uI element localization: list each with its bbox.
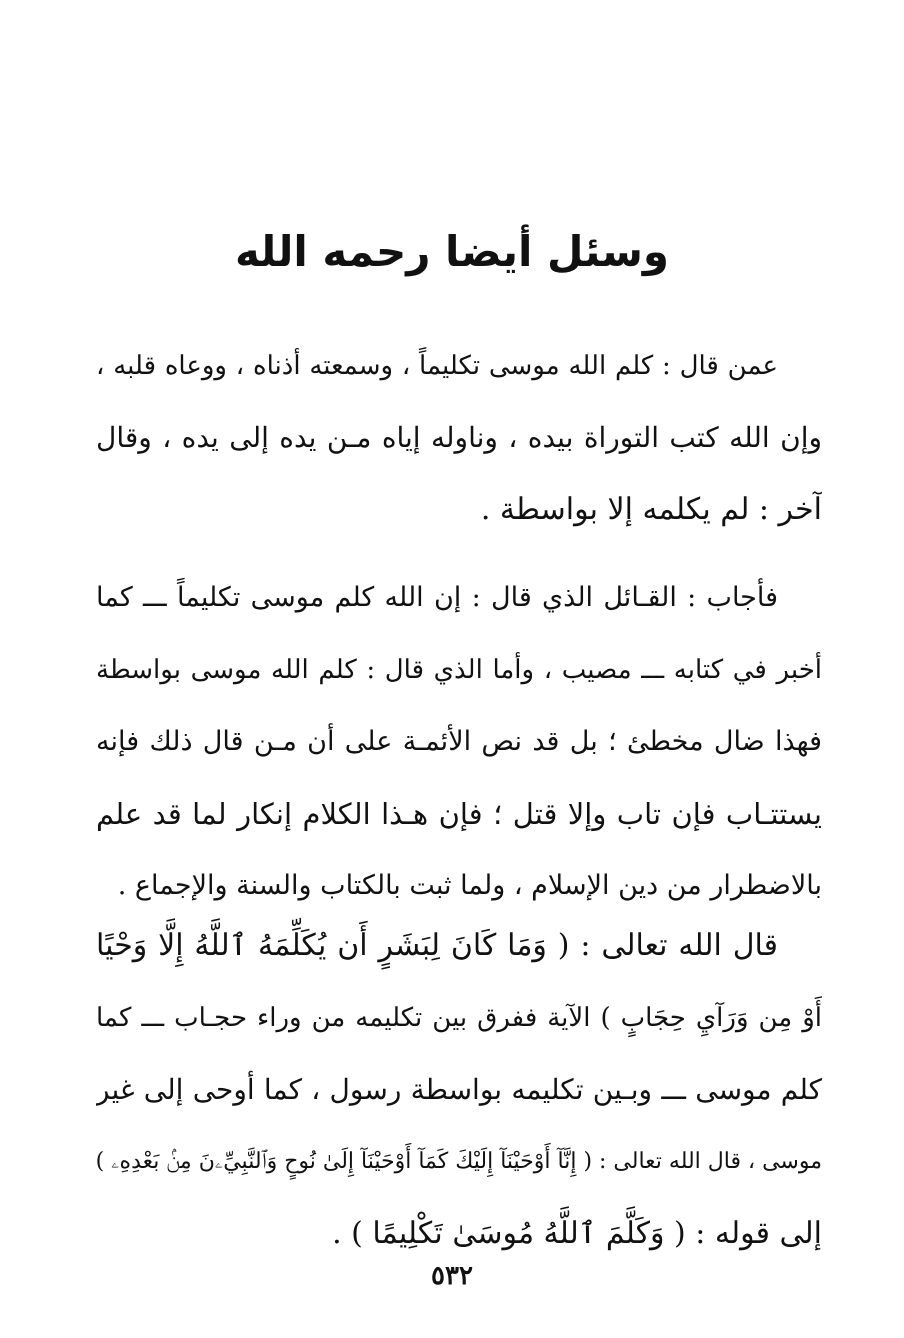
text-line: فهذا ضال مخطئ ؛ بل قد نص الأئمـة على أن مـن قال ذلك فإنه	[96, 726, 822, 757]
text-line: فأجاب : القـائل الذي قال : إن الله كلم موسى تكليماً ـــ كما	[96, 582, 778, 613]
answer-paragraph	[96, 562, 822, 922]
text-line: موسى ، قال الله تعالى : ( إِنَّآ أَوْحَيْنَآ إِلَيْكَ كَمَآ أَوْحَيْنَآ إِلَىٰ نُوحٍ وَٱلنَّبِيِّۦنَ مِنۢ بَعْدِهِۦ )	[96, 1149, 822, 1174]
page-number: ٥٣٢	[431, 1261, 473, 1291]
section-title: وسئل أيضا رحمه الله	[234, 227, 670, 276]
text-line: وإن الله كتب التوراة بيده ، وناوله إياه مـن يده إلى يده ، وقال	[96, 421, 822, 454]
text-line: أَوْ مِن وَرَآيِ حِجَابٍ ) الآية ففرق بين تكليمه من وراء حجـاب ـــ كما	[96, 1003, 822, 1033]
evidence-paragraph	[96, 910, 822, 1270]
text-line: أخبر في كتابه ـــ مصيب ، وأما الذي قال : كلم الله موسى بواسطة	[96, 655, 822, 685]
question-paragraph	[96, 330, 822, 546]
text-line: إلى قوله : ( وَكَلَّمَ ٱللَّهُ مُوسَىٰ تَكْلِيمًا ) .	[332, 1216, 822, 1251]
text-line: بالاضطرار من دين الإسلام ، ولما ثبت بالكتاب والسنة والإجماع .	[117, 870, 822, 901]
text-line: عمن قال : كلم الله موسى تكليماً ، وسمعته أذناه ، ووعاه قلبه ،	[96, 351, 778, 381]
text-line: قال الله تعالى : ( وَمَا كَانَ لِبَشَرٍ أَن يُكَلِّمَهُ ٱللَّهُ إِلَّا وَحْيًا	[96, 928, 778, 963]
text-line: يستتـاب فإن تاب وإلا قتل ؛ فإن هـذا الكلام إنكار لما قد علم	[96, 797, 822, 831]
text-line: كلم موسى ـــ وبـين تكليمه بواسطة رسول ، كما أوحى إلى غير	[96, 1073, 822, 1106]
text-line: آخر : لم يكلمه إلا بواسطة .	[480, 492, 822, 527]
